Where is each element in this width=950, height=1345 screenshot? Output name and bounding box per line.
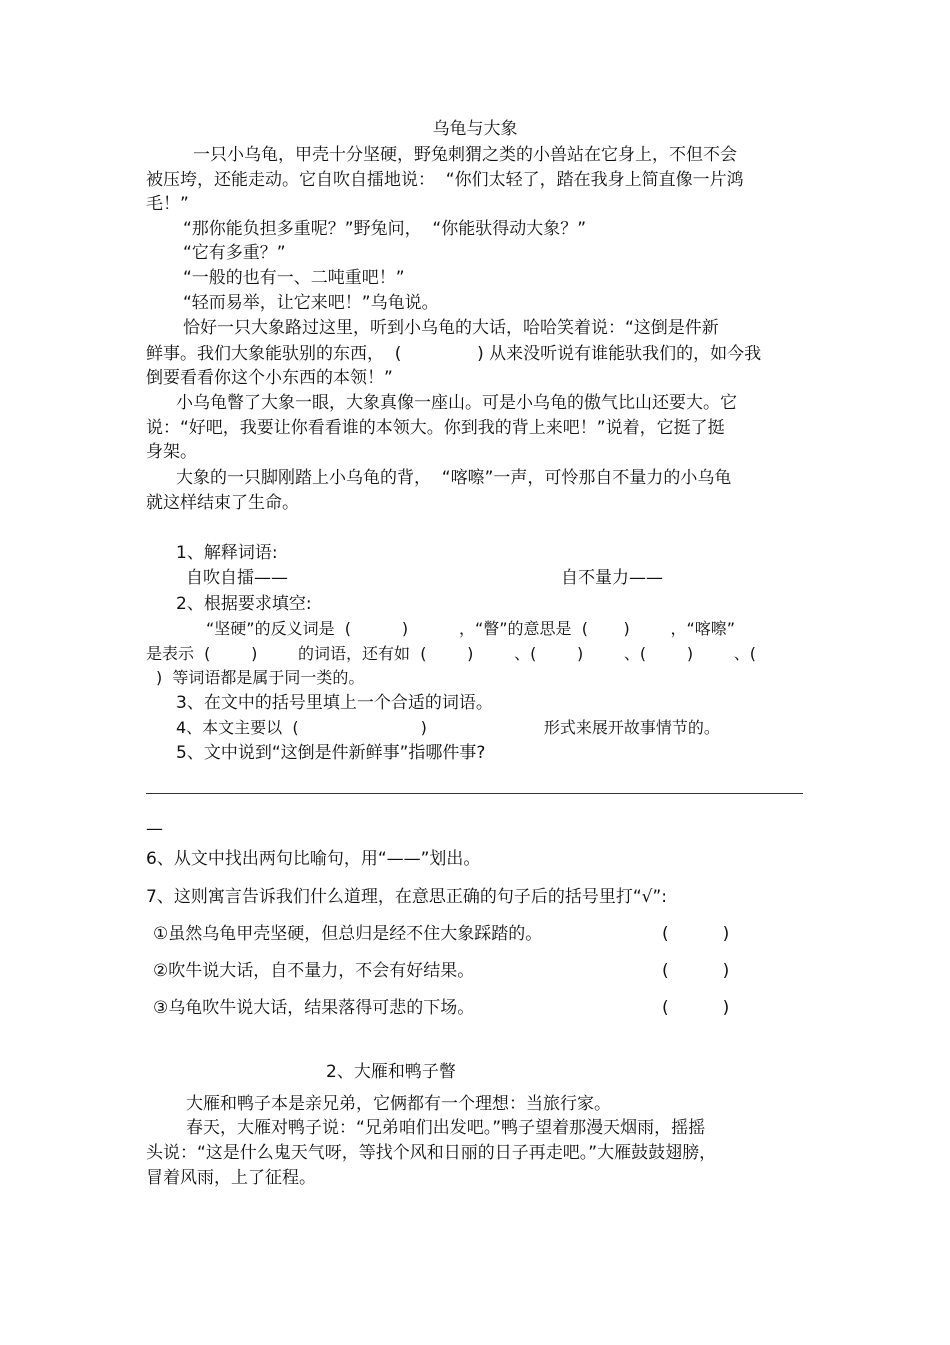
question-4: 4、本文主要以 ( ) 形式来展开故事情节的。 <box>176 718 720 737</box>
option-1-checkbox[interactable]: ( ) <box>662 924 730 944</box>
option-1: ①虽然乌龟甲壳坚硬，但总归是经不住大象踩踏的。 <box>153 924 543 944</box>
question-6: 6、从文中找出两句比喻句，用“——”划出。 <box>146 849 481 869</box>
question-3: 3、在文中的括号里填上一个合适的词语。 <box>176 693 493 713</box>
story-line: 被压垮，还能走动。它自吹自擂地说： “你们太轻了，踏在我身上简直像一片鸿 <box>146 170 744 190</box>
story-2-line: 冒着风雨，上了征程。 <box>146 1168 316 1188</box>
answer-line-dash: — <box>146 819 163 839</box>
story-2-title: 2、大雁和鸭子瞥 <box>326 1062 456 1082</box>
question-2-line: ) 等词语都是属于同一类的。 <box>156 668 365 687</box>
option-3: ③乌龟吹牛说大话，结果落得可悲的下场。 <box>153 998 475 1018</box>
story-2-line: 头说：“这是什么鬼天气呀，等找个风和日丽的日子再走吧。”大雁鼓鼓翅膀， <box>146 1143 717 1163</box>
story-line: “它有多重？” <box>183 243 286 263</box>
question-1-term-a: 自吹自擂—— <box>186 568 288 588</box>
question-5: 5、文中说到“这倒是件新鲜事”指哪件事? <box>176 743 486 763</box>
story-2-line: 春天，大雁对鸭子说：“兄弟咱们出发吧。”鸭子望着那漫天烟雨，摇摇 <box>186 1118 706 1138</box>
option-2-checkbox[interactable]: ( ) <box>662 961 730 981</box>
question-7: 7、这则寓言告诉我们什么道理，在意思正确的句子后的括号里打“√”: <box>146 887 667 907</box>
story-line: “一般的也有一、二吨重吧！” <box>183 268 405 288</box>
story-line: 说：“好吧，我要让你看看谁的本领大。你到我的背上来吧！”说着，它挺了挺 <box>146 418 725 438</box>
question-2-line: “坚硬”的反义词是 ( ) ，“瞥”的意思是 ( ) ，“喀嚓” <box>206 619 736 638</box>
option-3-checkbox[interactable]: ( ) <box>662 998 730 1018</box>
question-2: 2、根据要求填空: <box>176 594 312 614</box>
story-line: 就这样结束了生命。 <box>146 493 299 513</box>
story-line: 小乌龟瞥了大象一眼，大象真像一座山。可是小乌龟的傲气比山还要大。它 <box>176 393 737 413</box>
story-line: 恰好一只大象路过这里，听到小乌龟的大话，哈哈笑着说：“这倒是件新 <box>183 318 719 338</box>
story-line: “轻而易举，让它来吧！”乌龟说。 <box>183 293 439 313</box>
question-1: 1、解释词语: <box>176 543 278 563</box>
story-2-line: 大雁和鸭子本是亲兄弟，它俩都有一个理想：当旅行家。 <box>186 1094 611 1114</box>
story-line: 倒要看看你这个小东西的本领！” <box>146 368 393 388</box>
question-1-term-b: 自不量力—— <box>561 568 663 588</box>
story-line: 一只小乌龟，甲壳十分坚硬，野兔刺猬之类的小兽站在它身上，不但不会 <box>193 145 737 165</box>
answer-line[interactable] <box>146 793 803 794</box>
story-line: 毛！” <box>146 194 189 214</box>
option-2: ②吹牛说大话，自不量力，不会有好结果。 <box>153 961 475 981</box>
story-line: “那你能负担多重呢？”野兔问， “你能驮得动大象？” <box>183 219 587 239</box>
question-2-line: 是表示 ( ) 的词语，还有如 ( ) 、( ) 、( ) 、( <box>146 644 757 663</box>
story-title: 乌龟与大象 <box>432 119 518 139</box>
story-line: 身架。 <box>146 442 197 462</box>
story-line: 鲜事。我们大象能驮别的东西， ( ) 从来没听说有谁能驮我们的，如今我 <box>146 344 762 364</box>
story-line: 大象的一只脚刚踏上小乌龟的背， “喀嚓”一声，可怜那自不量力的小乌龟 <box>176 468 732 488</box>
